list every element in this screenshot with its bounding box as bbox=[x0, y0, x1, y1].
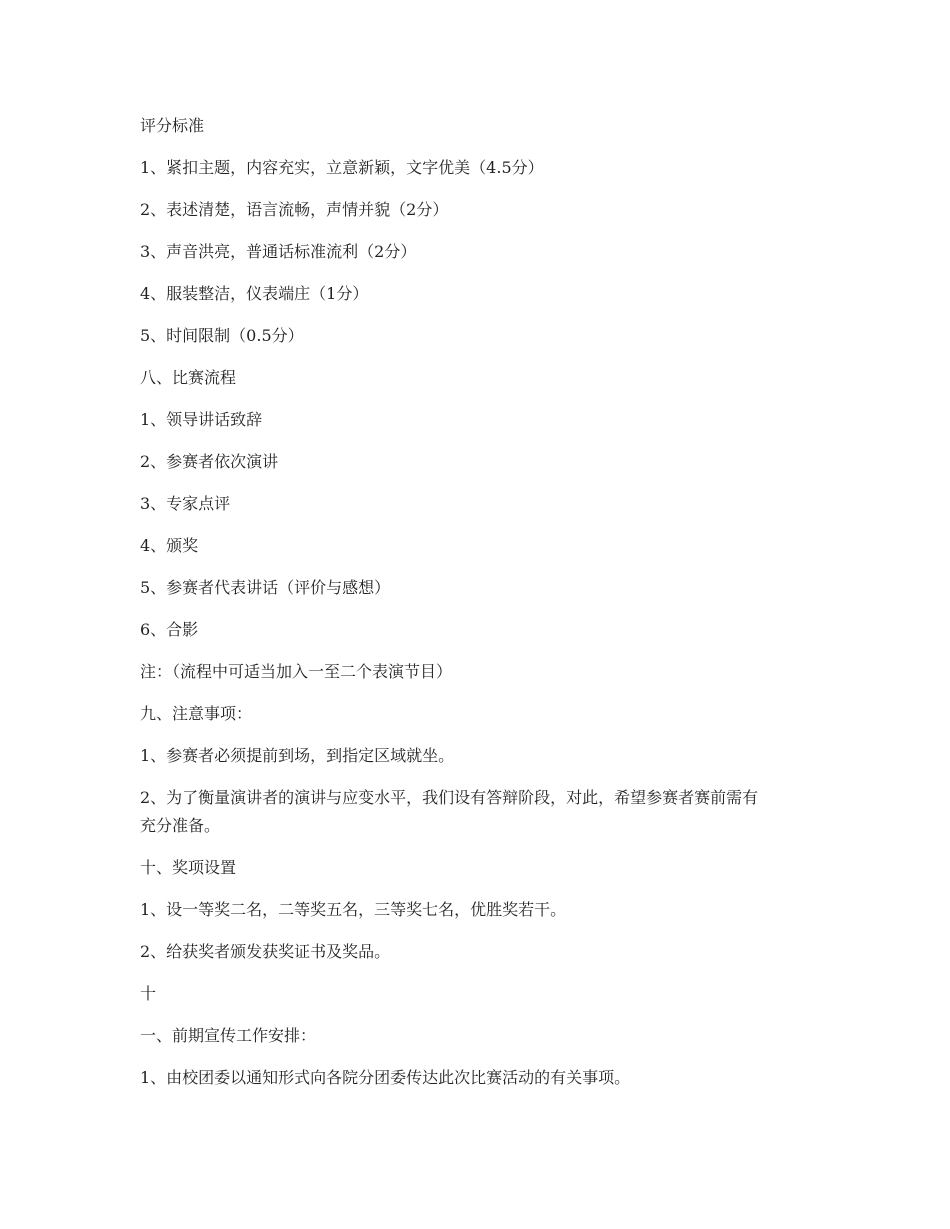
list-item: 2、表述清楚，语言流畅，声情并貌（2分） bbox=[140, 200, 449, 219]
list-item: 1、由校团委以通知形式向各院分团委传达此次比赛活动的有关事项。 bbox=[140, 1068, 631, 1087]
list-item: 5、时间限制（0.5分） bbox=[140, 326, 304, 345]
list-item: 4、服装整洁，仪表端庄（1分） bbox=[140, 284, 369, 303]
list-item: 3、声音洪亮，普通话标准流利（2分） bbox=[140, 242, 417, 261]
note-text: 注：（流程中可适当加入一至二个表演节目） bbox=[140, 662, 453, 681]
section-heading-awards: 十、奖项设置 bbox=[140, 858, 237, 877]
list-item: 3、专家点评 bbox=[140, 494, 231, 513]
list-item: 1、领导讲话致辞 bbox=[140, 410, 263, 429]
list-item: 5、参赛者代表讲话（评价与感想） bbox=[140, 578, 391, 597]
section-heading-publicity: 一、前期宣传工作安排： bbox=[140, 1026, 317, 1045]
section-heading-scoring-criteria: 评分标准 bbox=[140, 116, 205, 135]
list-item: 2、参赛者依次演讲 bbox=[140, 452, 279, 471]
list-item: 1、紧扣主题，内容充实，立意新颖，文字优美（4.5分） bbox=[140, 158, 544, 177]
list-item-multiline bbox=[140, 784, 820, 840]
paragraph-line: 充分准备。 bbox=[140, 816, 221, 835]
section-heading-competition-process: 八、比赛流程 bbox=[140, 368, 237, 387]
list-item: 1、参赛者必须提前到场，到指定区域就坐。 bbox=[140, 746, 455, 765]
section-heading-notes: 九、注意事项： bbox=[140, 704, 253, 723]
document-body bbox=[140, 112, 820, 1106]
list-item: 6、合影 bbox=[140, 620, 199, 639]
section-heading-fragment: 十 bbox=[140, 984, 157, 1003]
list-item: 4、颁奖 bbox=[140, 536, 199, 555]
list-item: 2、给获奖者颁发获奖证书及奖品。 bbox=[140, 942, 391, 961]
paragraph-line: 2、为了衡量演讲者的演讲与应变水平，我们设有答辩阶段，对此，希望参赛者赛前需有 bbox=[140, 788, 759, 807]
list-item: 1、设一等奖二名，二等奖五名，三等奖七名，优胜奖若干。 bbox=[140, 900, 567, 919]
